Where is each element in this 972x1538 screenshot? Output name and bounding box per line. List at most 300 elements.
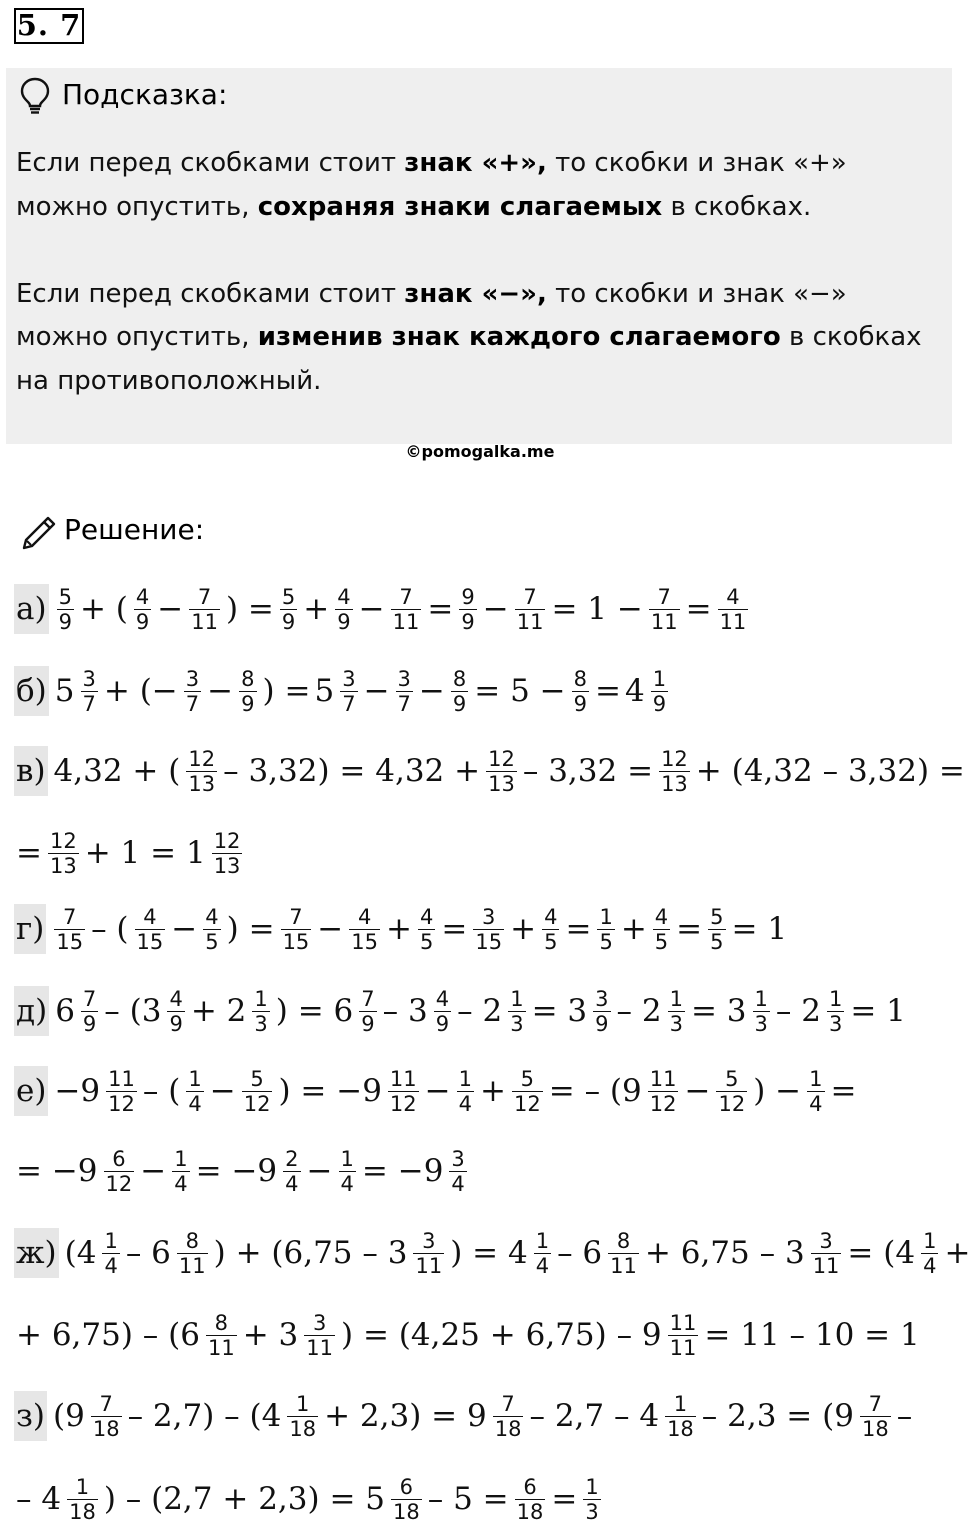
numerator: 9 xyxy=(461,584,475,609)
numerator: 2 xyxy=(285,1146,299,1171)
denominator: 15 xyxy=(282,929,310,954)
denominator: 11 xyxy=(812,1253,840,1278)
denominator: 15 xyxy=(56,929,84,954)
numerator: 7 xyxy=(99,1391,113,1416)
math-text: = −9 xyxy=(195,1153,278,1189)
denominator: 12 xyxy=(243,1091,271,1116)
numerator: 1 xyxy=(340,1146,354,1171)
fraction xyxy=(515,1475,546,1524)
math-text: = 1 − xyxy=(551,591,643,627)
denominator: 9 xyxy=(595,1011,609,1036)
fraction xyxy=(572,667,589,716)
fraction xyxy=(753,987,770,1036)
denominator: 9 xyxy=(361,1011,375,1036)
denominator: 3 xyxy=(254,1011,268,1036)
denominator: 13 xyxy=(213,853,241,878)
denominator: 12 xyxy=(718,1091,746,1116)
denominator: 18 xyxy=(494,1416,522,1441)
item-label: з) xyxy=(14,1391,47,1441)
solution-line xyxy=(14,898,789,960)
fraction xyxy=(189,585,220,634)
numerator: 3 xyxy=(482,904,496,929)
numerator: 3 xyxy=(82,666,96,691)
denominator: 3 xyxy=(510,1011,524,1036)
math-text: − xyxy=(363,673,390,709)
math-text: − xyxy=(317,911,344,947)
fraction xyxy=(81,987,98,1036)
numerator: 6 xyxy=(523,1474,537,1499)
fraction xyxy=(54,905,85,954)
fraction xyxy=(668,1311,699,1360)
math-text: = 1 xyxy=(850,993,906,1029)
solution-line xyxy=(14,980,908,1042)
math-text: − xyxy=(140,1153,167,1189)
numerator: 1 xyxy=(828,986,843,1011)
numerator: 1 xyxy=(754,986,768,1011)
math-text: + xyxy=(620,911,647,947)
solution-line xyxy=(14,1385,914,1447)
fraction xyxy=(493,1392,524,1441)
denominator: 12 xyxy=(389,1091,417,1116)
numerator: 1 xyxy=(809,1066,823,1091)
fraction xyxy=(534,1229,551,1278)
math-text: – 6 xyxy=(125,1235,171,1271)
math-text: − xyxy=(684,1073,711,1109)
math-text: ) − xyxy=(753,1073,802,1109)
fraction xyxy=(583,1475,600,1524)
fraction xyxy=(388,1067,419,1116)
fraction xyxy=(512,1067,543,1116)
math-text: – 2,3 = (9 xyxy=(701,1398,854,1434)
item-label: д) xyxy=(14,986,49,1036)
denominator: 5 xyxy=(710,929,724,954)
denominator: 13 xyxy=(49,853,77,878)
numerator: 11 xyxy=(108,1066,135,1091)
math-text: + (− xyxy=(103,673,178,709)
math-text: + xyxy=(480,1073,506,1109)
numerator: 11 xyxy=(389,1066,417,1091)
denominator: 4 xyxy=(809,1091,823,1116)
denominator: 18 xyxy=(667,1416,694,1441)
numerator: 3 xyxy=(451,1146,465,1171)
numerator: 5 xyxy=(520,1066,535,1091)
fraction xyxy=(91,1392,122,1441)
numerator: 1 xyxy=(510,986,524,1011)
numerator: 12 xyxy=(488,746,515,771)
math-text: − xyxy=(207,673,234,709)
fraction xyxy=(396,667,413,716)
numerator: 7 xyxy=(501,1391,515,1416)
math-text: – 4 xyxy=(16,1481,62,1517)
math-text: ) = xyxy=(225,591,274,627)
denominator: 11 xyxy=(516,609,544,634)
fraction xyxy=(391,1475,422,1524)
math-text: = xyxy=(16,835,42,871)
fraction xyxy=(106,1067,137,1116)
denominator: 13 xyxy=(488,771,515,796)
numerator: 8 xyxy=(573,666,588,691)
denominator: 9 xyxy=(82,1011,97,1036)
numerator: 4 xyxy=(654,904,669,929)
fraction xyxy=(283,1147,300,1196)
numerator: 6 xyxy=(399,1474,414,1499)
fraction xyxy=(651,667,668,716)
fraction xyxy=(515,585,546,634)
denominator: 9 xyxy=(461,609,475,634)
solution-line xyxy=(14,822,246,884)
fraction xyxy=(860,1392,891,1441)
task-number: 5. 7 xyxy=(14,8,84,44)
denominator: 7 xyxy=(397,691,411,716)
numerator: 1 xyxy=(673,1391,688,1416)
fraction xyxy=(186,1067,203,1116)
denominator: 9 xyxy=(573,691,588,716)
numerator: 3 xyxy=(422,1228,436,1253)
numerator: 4 xyxy=(435,986,450,1011)
numerator: 4 xyxy=(135,584,150,609)
fraction xyxy=(718,585,749,634)
math-text: − xyxy=(209,1073,236,1109)
solution-line xyxy=(14,660,672,722)
denominator: 18 xyxy=(289,1416,317,1441)
math-text: − xyxy=(418,673,445,709)
fraction xyxy=(287,1392,318,1441)
denominator: 7 xyxy=(342,691,356,716)
fraction xyxy=(172,1147,189,1196)
numerator: 3 xyxy=(312,1310,327,1335)
item-label: ж) xyxy=(14,1228,59,1278)
numerator: 1 xyxy=(254,986,268,1011)
numerator: 6 xyxy=(112,1146,126,1171)
whole-part: 6 xyxy=(55,993,75,1029)
denominator: 9 xyxy=(58,609,72,634)
denominator: 7 xyxy=(185,691,200,716)
fraction xyxy=(135,905,166,954)
fraction xyxy=(648,1067,679,1116)
fraction xyxy=(335,585,352,634)
fraction xyxy=(811,1229,842,1278)
fraction xyxy=(57,585,74,634)
fraction xyxy=(81,667,98,716)
denominator: 3 xyxy=(669,1011,683,1036)
solution-title: Решение: xyxy=(64,513,205,546)
numerator: 12 xyxy=(188,746,216,771)
math-text: – 3,32 = xyxy=(522,753,654,789)
numerator: 7 xyxy=(63,904,77,929)
numerator: 4 xyxy=(357,904,372,929)
math-text: − xyxy=(306,1153,333,1189)
numerator: 4 xyxy=(726,584,740,609)
denominator: 12 xyxy=(649,1091,677,1116)
numerator: 1 xyxy=(188,1066,202,1091)
math-text: = xyxy=(676,911,703,947)
denominator: 5 xyxy=(205,929,219,954)
math-text: = 1 xyxy=(731,911,788,947)
denominator: 7 xyxy=(82,691,96,716)
numerator: 1 xyxy=(458,1066,473,1091)
math-text: – 6 xyxy=(557,1235,603,1271)
denominator: 9 xyxy=(452,691,467,716)
numerator: 8 xyxy=(214,1310,229,1335)
numerator: 5 xyxy=(281,584,296,609)
fraction xyxy=(434,987,451,1036)
math-text: + xyxy=(303,591,330,627)
denominator: 18 xyxy=(92,1416,120,1441)
numerator: 1 xyxy=(174,1146,188,1171)
numerator: 3 xyxy=(397,666,411,691)
denominator: 4 xyxy=(923,1253,937,1278)
fraction xyxy=(597,905,614,954)
math-text: = xyxy=(441,911,468,947)
numerator: 3 xyxy=(185,666,200,691)
fraction xyxy=(340,667,357,716)
math-text: + xyxy=(510,911,537,947)
math-text: 4,32 + ( xyxy=(53,753,181,789)
numerator: 8 xyxy=(241,666,255,691)
pencil-icon xyxy=(18,510,60,552)
denominator: 11 xyxy=(306,1335,334,1360)
math-text: + xyxy=(944,1235,971,1271)
denominator: 13 xyxy=(188,771,216,796)
numerator: 12 xyxy=(213,828,241,853)
math-text: + xyxy=(386,911,412,947)
denominator: 11 xyxy=(207,1335,235,1360)
math-text: – 5 = xyxy=(427,1481,509,1517)
numerator: 4 xyxy=(143,904,157,929)
fraction xyxy=(457,1067,474,1116)
solution-line xyxy=(14,1140,471,1202)
numerator: 1 xyxy=(535,1228,550,1253)
fraction xyxy=(349,905,380,954)
numerator: 3 xyxy=(342,666,356,691)
denominator: 4 xyxy=(535,1253,550,1278)
copyright: ©pomogalka.me xyxy=(405,442,555,461)
denominator: 3 xyxy=(828,1011,843,1036)
math-text: ) = (4,25 + 6,75) – 9 xyxy=(341,1317,662,1353)
math-text: + 1 = 1 xyxy=(84,835,206,871)
math-text: – 2,7 – 4 xyxy=(529,1398,660,1434)
fraction xyxy=(649,585,680,634)
math-text: – (3 xyxy=(104,993,162,1029)
solution-line xyxy=(14,740,967,802)
math-text: = xyxy=(685,591,712,627)
numerator: 1 xyxy=(104,1228,118,1253)
whole-part: 4 xyxy=(625,673,645,709)
item-label: а) xyxy=(14,584,49,634)
fraction xyxy=(653,905,670,954)
whole-part: 5 xyxy=(314,673,335,709)
math-text: – ( xyxy=(142,1073,181,1109)
denominator: 11 xyxy=(392,609,420,634)
solution-line xyxy=(14,1304,922,1366)
denominator: 5 xyxy=(599,929,613,954)
numerator: 3 xyxy=(819,1228,833,1253)
math-text: – 2,7) – (4 xyxy=(127,1398,282,1434)
math-text: − xyxy=(171,911,198,947)
math-text: + 3 xyxy=(242,1317,299,1353)
math-text: – 3,32) = 4,32 + xyxy=(223,753,481,789)
math-text: ) = 6 xyxy=(275,993,354,1029)
fraction xyxy=(281,905,312,954)
numerator: 1 xyxy=(75,1474,90,1499)
math-text: = (4 xyxy=(847,1235,916,1271)
denominator: 18 xyxy=(393,1499,420,1524)
math-text: + ( xyxy=(79,591,128,627)
math-text: ) + (6,75 – 3 xyxy=(213,1235,408,1271)
math-text: – 2 xyxy=(457,993,503,1029)
fraction xyxy=(212,829,243,878)
numerator: 5 xyxy=(58,584,72,609)
math-text: – 2 xyxy=(616,993,662,1029)
math-text: = – (9 xyxy=(548,1073,642,1109)
fraction xyxy=(608,1229,639,1278)
denominator: 4 xyxy=(458,1091,473,1116)
solution-line xyxy=(14,1222,972,1284)
numerator: 4 xyxy=(544,904,558,929)
math-text: = 3 xyxy=(690,993,747,1029)
fraction xyxy=(134,585,151,634)
hint-paragraph-2-line-3: на противоположный. xyxy=(16,366,322,396)
numerator: 5 xyxy=(710,904,724,929)
denominator: 18 xyxy=(69,1499,96,1524)
fraction xyxy=(104,1147,135,1196)
numerator: 4 xyxy=(169,986,183,1011)
hint-title: Подсказка: xyxy=(62,78,228,111)
denominator: 12 xyxy=(105,1171,133,1196)
fraction xyxy=(418,905,435,954)
denominator: 11 xyxy=(669,1335,697,1360)
numerator: 8 xyxy=(452,666,467,691)
denominator: 12 xyxy=(514,1091,541,1116)
numerator: 4 xyxy=(337,584,351,609)
denominator: 9 xyxy=(337,609,351,634)
numerator: 1 xyxy=(652,666,667,691)
math-text: = 11 – 10 = 1 xyxy=(704,1317,920,1353)
fraction xyxy=(827,987,844,1036)
math-text: = xyxy=(595,673,622,709)
fraction xyxy=(339,1147,356,1196)
math-text: – xyxy=(896,1398,913,1434)
fraction xyxy=(486,747,517,796)
item-label: г) xyxy=(14,904,46,954)
denominator: 4 xyxy=(104,1253,118,1278)
math-text: = xyxy=(830,1073,857,1109)
fraction xyxy=(102,1229,119,1278)
math-text: (9 xyxy=(53,1398,85,1434)
hint-paragraph-1-line-2: можно опустить, сохраняя знаки слагаемых в скобках. xyxy=(16,192,812,222)
fraction xyxy=(473,905,504,954)
numerator: 4 xyxy=(420,904,434,929)
math-text: = xyxy=(427,591,454,627)
item-label: б) xyxy=(14,666,49,716)
denominator: 13 xyxy=(661,771,688,796)
numerator: 1 xyxy=(585,1474,599,1499)
denominator: 3 xyxy=(585,1499,599,1524)
fraction xyxy=(593,987,610,1036)
math-text: + 6,75) – (6 xyxy=(16,1317,200,1353)
math-text: − xyxy=(424,1073,451,1109)
denominator: 9 xyxy=(241,691,255,716)
math-text: – 3 xyxy=(382,993,428,1029)
denominator: 12 xyxy=(108,1091,135,1116)
denominator: 4 xyxy=(188,1091,202,1116)
denominator: 4 xyxy=(174,1171,188,1196)
denominator: 11 xyxy=(178,1253,206,1278)
math-text: (4 xyxy=(64,1235,97,1271)
math-text: = xyxy=(565,911,592,947)
hint-paragraph-2-line-1: Если перед скобками стоит знак «−», то скобки и знак «−» xyxy=(16,279,847,309)
numerator: 7 xyxy=(523,584,537,609)
numerator: 1 xyxy=(669,986,683,1011)
fraction xyxy=(665,1392,696,1441)
denominator: 18 xyxy=(861,1416,889,1441)
numerator: 7 xyxy=(657,584,671,609)
denominator: 9 xyxy=(281,609,296,634)
numerator: 12 xyxy=(49,828,77,853)
fraction xyxy=(807,1067,824,1116)
math-text: = −9 xyxy=(16,1153,98,1189)
denominator: 5 xyxy=(654,929,669,954)
fraction xyxy=(252,987,269,1036)
lightbulb-icon xyxy=(18,76,52,116)
numerator: 8 xyxy=(616,1228,631,1253)
math-text: – ( xyxy=(91,911,129,947)
denominator: 9 xyxy=(652,691,667,716)
math-text: ) – (2,7 + 2,3) = 5 xyxy=(103,1481,385,1517)
math-text: ) = xyxy=(262,673,311,709)
denominator: 11 xyxy=(610,1253,637,1278)
math-text: – 2 xyxy=(775,993,821,1029)
whole-part: 5 xyxy=(54,673,75,709)
numerator: 4 xyxy=(205,904,219,929)
numerator: 8 xyxy=(185,1228,199,1253)
numerator: 7 xyxy=(197,584,212,609)
denominator: 5 xyxy=(544,929,558,954)
math-text: = 5 − xyxy=(474,673,566,709)
denominator: 15 xyxy=(136,929,164,954)
hint-paragraph-1-line-1: Если перед скобками стоит знак «+», то скобки и знак «+» xyxy=(16,148,847,178)
numerator: 7 xyxy=(868,1391,882,1416)
fraction xyxy=(48,829,79,878)
fraction xyxy=(304,1311,335,1360)
fraction xyxy=(659,747,690,796)
math-text: ) = 4 xyxy=(450,1235,528,1271)
fraction xyxy=(167,987,184,1036)
item-label: е) xyxy=(14,1066,48,1116)
numerator: 11 xyxy=(649,1066,677,1091)
denominator: 9 xyxy=(435,1011,450,1036)
fraction xyxy=(67,1475,98,1524)
numerator: 12 xyxy=(661,746,688,771)
math-text: −9 xyxy=(54,1073,101,1109)
denominator: 11 xyxy=(191,609,218,634)
denominator: 11 xyxy=(415,1253,443,1278)
denominator: 9 xyxy=(135,609,150,634)
math-text: ) = xyxy=(226,911,275,947)
fraction xyxy=(542,905,559,954)
fraction xyxy=(451,667,468,716)
item-label: в) xyxy=(14,746,48,796)
math-text: = −9 xyxy=(361,1153,444,1189)
numerator: 7 xyxy=(399,584,413,609)
math-text: ) = −9 xyxy=(278,1073,382,1109)
fraction xyxy=(508,987,525,1036)
denominator: 11 xyxy=(650,609,678,634)
math-text: = 3 xyxy=(531,993,588,1029)
fraction xyxy=(921,1229,938,1278)
solution-line xyxy=(14,578,752,640)
denominator: 15 xyxy=(351,929,379,954)
